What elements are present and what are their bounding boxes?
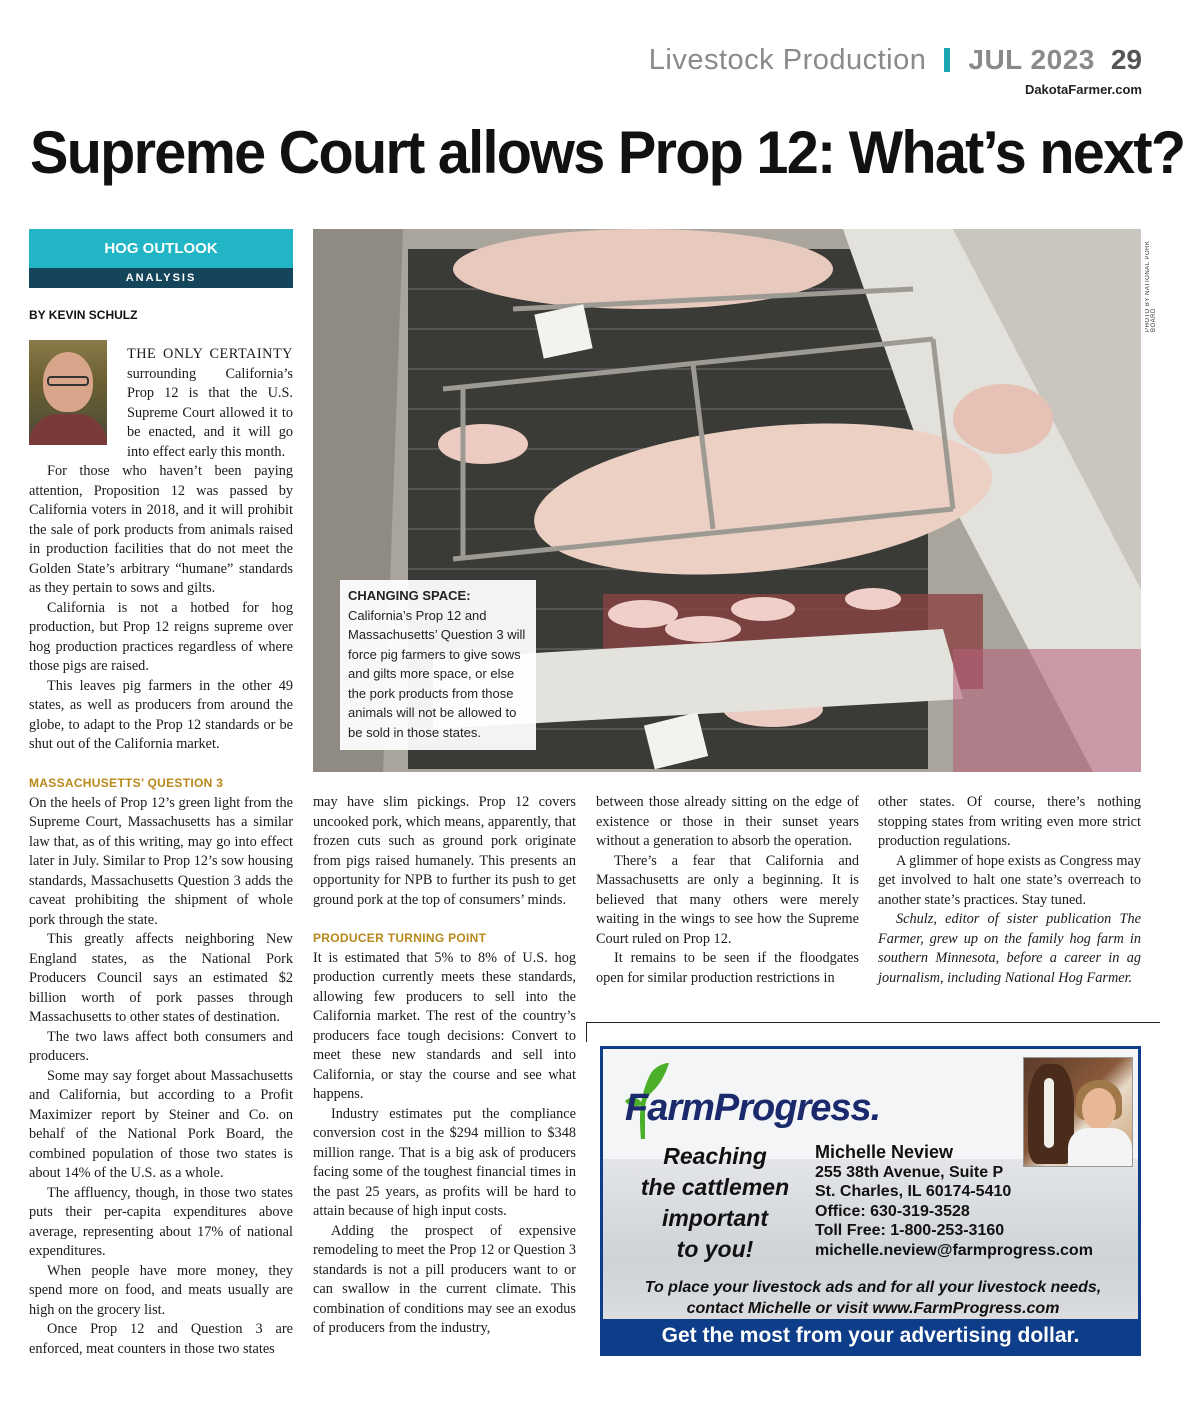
paragraph: It remains to be seen if the floodgates open for similar production restrictions in xyxy=(596,950,859,986)
paragraph: When people have more money, they spend more on food, and meats usually are high on the grocery list. xyxy=(29,1262,293,1318)
paragraph: This leaves pig farmers in the other 49 states, as well as producers from around the globe, to adapt to the Prop 12 standards or be shut out of the California market. xyxy=(29,677,293,752)
paragraph: There’s a fear that California and Massachusetts are only a beginning. It is believed that many others were merely waiting in the wings to see how the Supreme Court ruled on Prop 12. xyxy=(596,852,859,947)
author-photo xyxy=(29,340,107,445)
paragraph: California is not a hotbed for hog production, but Prop 12 reigns supreme over hog production practices regardless of where those pigs are raised. xyxy=(29,599,293,674)
ad-logo: FarmProgress. xyxy=(625,1087,881,1129)
contact-address-1: 255 38th Avenue, Suite P xyxy=(815,1163,1004,1181)
column-2 xyxy=(313,793,576,1339)
department-box xyxy=(29,229,293,288)
subhead: MASSACHUSETTS’ QUESTION 3 xyxy=(29,776,224,790)
department-sublabel: ANALYSIS xyxy=(29,268,293,288)
paragraph: between those already sitting on the edge of existence or those in their sunset years without a generation to absorb the operation. xyxy=(596,794,859,849)
caption-body: California’s Prop 12 and Massachusetts’ Question 3 will force pig farmers to give sows and gilts more space, or else the pork products from those animals will not be allowed to be sold in those states. xyxy=(348,607,526,740)
section-name: Livestock Production xyxy=(648,44,927,76)
ad-rule xyxy=(586,1022,1160,1023)
lead-paragraph: THE ONLY CERTAINTY surrounding California’s Prop 12 is that the U.S. Supreme Court allowed it to be enacted, and it will go into effect early this month. xyxy=(127,346,293,460)
department-label: HOG OUTLOOK xyxy=(29,229,293,268)
ad-photo xyxy=(1023,1057,1133,1167)
column-3 xyxy=(596,793,859,988)
issue-date: JUL 2023 xyxy=(968,44,1095,75)
paragraph: On the heels of Prop 12’s green light from the Supreme Court, Massachusetts has a similar law that, as of this writing, may go into effect later in July. Similar to Prop 12’s sow housing standards, Massachusetts Question 3 adds the caveat prohibiting the shipment of whole pork through the state. xyxy=(29,794,293,928)
running-head xyxy=(649,44,1142,77)
paragraph: A glimmer of hope exists as Congress may get involved to halt one state’s overreach to another state’s practices. Stay tuned. xyxy=(878,852,1142,908)
paragraph: may have slim pickings. Prop 12 covers uncooked pork, which means, apparently, that frozen cuts such as ground pork originate from pigs raised humanely. This presents an opportunity for NPB to further its push to get ground pork at the top of consumers’ minds. xyxy=(313,794,576,908)
paragraph: It is estimated that 5% to 8% of U.S. hog production currently meets these standards, allowing few producers to sell into the California market. The rest of the country’s producers face tough decisions: Convert to meet these new standards and sell into California, or stay the course and see what happens. xyxy=(313,949,576,1102)
author-bio: Schulz, editor of sister publication The Farmer, grew up on the family hog farm in southern Minnesota, before a career in ag journalism, including National Hog Farmer. xyxy=(878,911,1141,986)
farmprogress-ad[interactable] xyxy=(600,1046,1141,1356)
paragraph: The two laws affect both consumers and producers. xyxy=(29,1028,293,1064)
paragraph: Industry estimates put the compliance conversion cost in the $294 million to $348 million range. That is a big ask of producers facing some of the toughest financial times in the past 25 years, as profits will be hard to attain because of high input costs. xyxy=(313,1105,576,1219)
contact-office: Office: 630-319-3528 xyxy=(815,1202,970,1220)
column-1-mid xyxy=(29,462,293,755)
column-1-top xyxy=(127,345,293,462)
column-1-lower xyxy=(29,774,293,1359)
paragraph: Some may say forget about Massachusetts and California, but according to a Profit Maximizer report by Steiner and Co. on behalf of the National Pork Board, the combined population of those two states is about 14% of the U.S. as a whole. xyxy=(29,1067,293,1181)
headline: Supreme Court allows Prop 12: What’s next? xyxy=(30,119,1185,186)
subhead: PRODUCER TURNING POINT xyxy=(313,931,487,945)
paragraph: other states. Of course, there’s nothing stopping states from writing even more strict production regulations. xyxy=(878,794,1141,849)
site-url: DakotaFarmer.com xyxy=(1024,82,1142,97)
page-number: 29 xyxy=(1110,44,1142,75)
ad-footer: Get the most from your advertising dollar. xyxy=(603,1319,1138,1353)
ad-tagline: Reaching the cattlemen important to you! xyxy=(640,1143,790,1262)
header-divider xyxy=(944,48,950,72)
ad-rule-vertical xyxy=(586,1022,587,1042)
byline: BY KEVIN SCHULZ xyxy=(29,308,138,322)
paragraph: The affluency, though, in those two states puts their per-capita expenditures above average, representing about 17% of national expenditures. xyxy=(29,1184,293,1259)
paragraph: Adding the prospect of expensive remodeling to meet the Prop 12 or Question 3 standards is not a pill producers want to or can swallow in the current climate. This combination of conditions may see an exodus of producers from the industry, xyxy=(313,1222,576,1336)
contact-name: Michelle Neview xyxy=(815,1142,954,1162)
paragraph: This greatly affects neighboring New England states, as the National Pork Producers Council says an estimated $2 billion worth of pork passes through Massachusetts to other states of destination. xyxy=(29,931,293,1025)
paragraph: Once Prop 12 and Question 3 are enforced, meat counters in those two states xyxy=(29,1321,293,1357)
contact-tollfree: Toll Free: 1-800-253-3160 xyxy=(815,1222,1005,1239)
photo-credit: PHOTO BY NATIONAL PORK BOARD xyxy=(1145,240,1157,332)
column-4 xyxy=(878,793,1141,988)
contact-email[interactable]: michelle.neview@farmprogress.com xyxy=(815,1241,1093,1259)
photo-caption xyxy=(340,580,536,750)
contact-address-2: St. Charles, IL 60174-5410 xyxy=(815,1183,1012,1200)
ad-call-to-action: To place your livestock ads and for all your livestock needs, contact Michelle or visit www.FarmProgress.com xyxy=(644,1279,1102,1317)
paragraph: For those who haven’t been paying attention, Proposition 12 was passed by California voters in 2018, and it will prohibit the sale of pork products from animals raised in production facilities that do not meet the Golden State’s arbitrary “humane” standards as they pertain to sows and gilts. xyxy=(29,463,293,596)
caption-lead: CHANGING SPACE: xyxy=(348,588,471,603)
